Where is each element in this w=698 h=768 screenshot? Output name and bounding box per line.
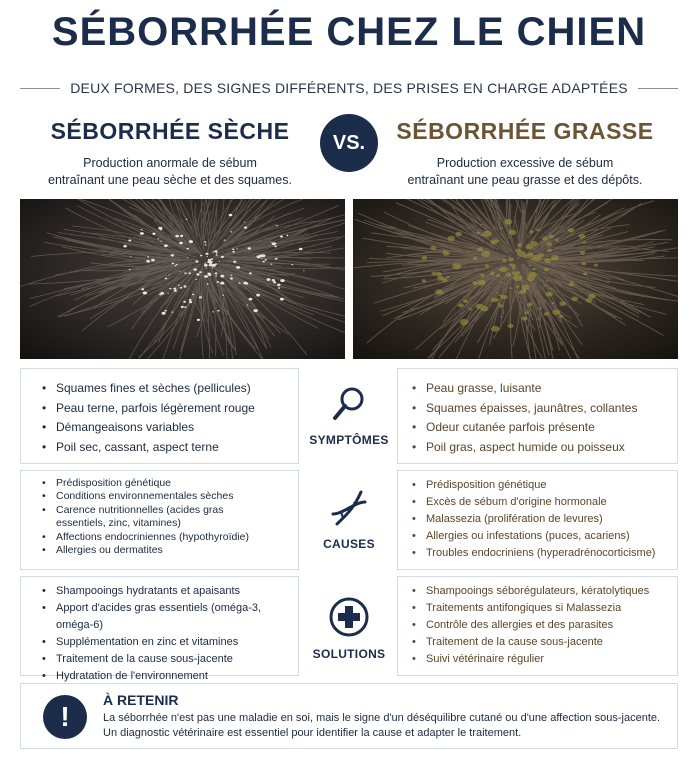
list-item: • Peau grasse, luisante xyxy=(412,379,672,399)
sebum-deposit xyxy=(533,255,542,261)
sebum-deposit xyxy=(504,219,512,225)
oily-seborrhea-title: SÉBORRHÉE GRASSE xyxy=(396,118,654,144)
dandruff-flake xyxy=(187,257,188,258)
sebum-deposit xyxy=(473,281,479,285)
sebum-deposit xyxy=(480,224,482,226)
list-item: • Allergies ou infestations (puces, acariens) xyxy=(412,528,672,545)
dandruff-flake xyxy=(232,249,234,251)
dandruff-flake xyxy=(215,275,217,276)
sebum-deposit xyxy=(480,274,484,277)
dandruff-flake xyxy=(212,251,214,252)
sebum-deposit xyxy=(496,292,498,294)
list-item: • Prédisposition génétique xyxy=(412,477,672,494)
dandruff-flake xyxy=(147,256,149,257)
key-takeaway-title: À RETENIR xyxy=(103,692,179,708)
dandruff-flake xyxy=(273,281,276,283)
dandruff-flake xyxy=(175,235,179,238)
sebum-deposit xyxy=(546,242,552,246)
dandruff-flake xyxy=(180,287,183,289)
dandruff-flake xyxy=(189,301,192,303)
dandruff-flake xyxy=(175,265,177,266)
list-item: • Hydratation de l'environnement xyxy=(42,668,292,685)
dandruff-flake xyxy=(179,242,183,245)
dandruff-flake xyxy=(265,259,267,261)
sebum-deposit xyxy=(583,241,586,243)
dandruff-flake xyxy=(212,311,214,312)
dandruff-flake xyxy=(172,312,174,313)
sebum-deposit xyxy=(551,255,559,261)
dandruff-flake xyxy=(261,258,262,259)
dandruff-flake xyxy=(244,227,247,229)
sebum-deposit xyxy=(430,246,436,250)
sebum-deposit xyxy=(517,257,519,259)
list-item: • Traitement de la cause sous-jacente xyxy=(42,651,292,668)
sebum-deposit xyxy=(490,271,494,274)
sebum-deposit xyxy=(571,297,578,302)
dandruff-flake xyxy=(157,238,159,239)
causes-oily-list xyxy=(412,477,672,562)
sebum-deposit xyxy=(543,285,545,287)
oily-coat-photo xyxy=(353,199,678,359)
dandruff-flake xyxy=(172,263,175,265)
dandruff-flake xyxy=(197,274,199,275)
sebum-deposit xyxy=(491,298,497,302)
list-item: • Squames fines et sèches (pellicules) xyxy=(42,379,292,399)
sebum-deposit xyxy=(559,301,566,306)
solutions-oily-list xyxy=(412,583,672,668)
sebum-deposit xyxy=(579,234,586,239)
list-item: • Traitements antifongiques si Malassezia xyxy=(412,600,672,617)
sebum-deposit xyxy=(508,257,514,261)
dandruff-flake xyxy=(216,252,218,253)
list-item: • Poil sec, cassant, aspect terne xyxy=(42,438,292,458)
dandruff-flake xyxy=(123,245,127,247)
dandruff-flake xyxy=(206,268,207,269)
sebum-deposit xyxy=(481,251,490,257)
dandruff-flake xyxy=(181,306,184,308)
dandruff-flake xyxy=(141,229,143,230)
dandruff-flake xyxy=(286,235,288,236)
dandruff-flake xyxy=(143,292,147,295)
dandruff-flake xyxy=(212,267,213,268)
dandruff-flake xyxy=(164,244,168,247)
list-item: • Traitement de la cause sous-jacente xyxy=(412,634,672,651)
sebum-deposit xyxy=(528,272,536,278)
dandruff-flake xyxy=(217,281,220,283)
sebum-deposit xyxy=(477,232,481,235)
sebum-deposit xyxy=(581,262,586,266)
sebum-deposit xyxy=(436,272,442,276)
dandruff-flake xyxy=(174,290,177,292)
sebum-deposit xyxy=(544,268,549,272)
sebum-deposit xyxy=(544,258,551,263)
dandruff-flake xyxy=(204,275,208,278)
list-item: • Malassezia (prolifération de levures) xyxy=(412,511,672,528)
sebum-deposit xyxy=(502,295,508,299)
dandruff-flake xyxy=(193,268,197,270)
list-item: • Carence nutritionnelles (acides gras essentiels, zinc, vitamines) xyxy=(42,504,272,531)
sebum-deposit xyxy=(480,235,483,237)
dandruff-flake xyxy=(278,287,280,289)
page-title: SÉBORRHÉE CHEZ LE CHIEN xyxy=(51,10,647,54)
sebum-deposit xyxy=(510,264,514,267)
sebum-deposit xyxy=(583,272,587,275)
sebum-deposit xyxy=(594,264,598,267)
dandruff-flake xyxy=(220,275,224,278)
list-item: • Odeur cutanée parfois présente xyxy=(412,418,672,438)
sebum-deposit xyxy=(527,303,532,307)
dandruff-flake xyxy=(200,255,202,257)
dandruff-flake xyxy=(274,246,277,248)
dandruff-flake xyxy=(196,279,198,280)
dandruff-flake xyxy=(280,279,284,282)
list-item: • Troubles endocriniens (hyperadrénocorticisme) xyxy=(412,545,672,562)
dandruff-flake xyxy=(162,312,166,315)
dandruff-flake xyxy=(272,242,276,245)
dandruff-flake xyxy=(256,294,260,297)
dandruff-flake xyxy=(187,248,190,250)
dandruff-flake xyxy=(277,284,280,286)
symptoms-oily-list xyxy=(412,379,672,457)
dandruff-flake xyxy=(217,310,219,312)
list-item: • Excès de sébum d'origine hormonale xyxy=(412,494,672,511)
dandruff-flake xyxy=(249,298,253,301)
sebum-deposit xyxy=(528,265,531,267)
dandruff-flake xyxy=(160,229,162,230)
sebum-deposit xyxy=(498,304,503,307)
dandruff-flake xyxy=(183,301,186,303)
list-item: • Conditions environnementales sèches xyxy=(42,490,292,503)
sebum-deposit xyxy=(446,276,449,278)
dna-icon xyxy=(329,488,369,528)
sebum-deposit xyxy=(523,255,528,258)
dandruff-flake xyxy=(184,285,187,287)
subtitle-row xyxy=(20,78,678,98)
dandruff-flake xyxy=(271,242,272,243)
dandruff-flake xyxy=(229,214,233,217)
sebum-deposit xyxy=(549,235,554,239)
dandruff-flake xyxy=(214,250,217,252)
dandruff-flake xyxy=(280,298,284,301)
dandruff-flake xyxy=(224,240,226,241)
dandruff-flake xyxy=(249,272,252,274)
sebum-deposit xyxy=(525,244,533,249)
sebum-deposit xyxy=(435,289,443,294)
sebum-deposit xyxy=(460,319,469,325)
sebum-deposit xyxy=(443,251,450,256)
dandruff-flake xyxy=(204,241,206,243)
sebum-deposit xyxy=(437,275,443,280)
dandruff-flake xyxy=(276,225,278,226)
sebum-deposit xyxy=(458,303,464,307)
dandruff-flake xyxy=(239,282,241,283)
dandruff-flake xyxy=(207,283,209,284)
dandruff-flake xyxy=(199,271,202,273)
list-item: • Allergies ou dermatites xyxy=(42,544,292,557)
dandruff-flake xyxy=(173,288,176,290)
magnifier-icon xyxy=(329,384,369,424)
dandruff-flake xyxy=(280,236,283,238)
causes-dry-list xyxy=(42,477,292,557)
dandruff-flake xyxy=(208,259,211,261)
causes-label-block xyxy=(306,488,392,551)
dandruff-flake xyxy=(164,310,166,312)
sebum-deposit xyxy=(527,253,534,258)
dandruff-flake xyxy=(236,266,240,269)
sebum-deposit xyxy=(568,228,574,232)
dry-desc-line-1: Production anormale de sébum xyxy=(83,156,257,170)
exclamation-icon: ! xyxy=(43,695,87,739)
sebum-deposit xyxy=(498,303,501,305)
list-item: • Prédisposition génétique xyxy=(42,477,292,490)
sebum-deposit xyxy=(525,311,529,314)
sebum-deposit xyxy=(542,236,548,240)
dry-seborrhea-title: SÉBORRHÉE SÈCHE xyxy=(50,118,290,144)
sebum-deposit xyxy=(515,271,520,274)
dandruff-flake xyxy=(158,227,162,230)
sebum-deposit xyxy=(500,282,502,284)
dandruff-flake xyxy=(219,261,220,262)
list-item: • Shampooings séborégulateurs, kératolytiques xyxy=(412,583,672,600)
oily-seborrhea-header xyxy=(375,118,675,189)
dry-seborrhea-description xyxy=(20,155,320,189)
dandruff-flake xyxy=(267,278,271,281)
sebum-deposit xyxy=(536,229,539,231)
sebum-deposit xyxy=(552,302,555,304)
sebum-deposit xyxy=(521,289,527,293)
dandruff-flake xyxy=(151,259,155,262)
dandruff-flake xyxy=(230,277,233,279)
sebum-deposit xyxy=(510,287,513,289)
dandruff-flake xyxy=(167,293,168,294)
sebum-deposit xyxy=(546,280,549,282)
sebum-deposit xyxy=(422,279,427,282)
list-item: • Suivi vétérinaire régulier xyxy=(412,651,672,668)
dandruff-flake xyxy=(208,273,212,276)
sebum-deposit xyxy=(555,239,559,242)
sebum-deposit xyxy=(496,274,500,277)
dandruff-flake xyxy=(299,248,303,251)
dandruff-flake xyxy=(195,260,198,262)
sebum-deposit xyxy=(514,275,523,281)
dandruff-flake xyxy=(236,248,237,249)
dandruff-flake xyxy=(303,270,304,271)
dandruff-flake xyxy=(205,245,207,246)
sebum-deposit xyxy=(530,231,533,233)
sebum-deposit xyxy=(469,308,472,310)
dandruff-flake xyxy=(189,299,192,301)
dandruff-flake xyxy=(232,251,235,253)
dandruff-flake xyxy=(192,294,194,295)
dry-seborrhea-header xyxy=(20,118,320,189)
dandruff-flake xyxy=(205,263,207,264)
dandruff-flake xyxy=(221,256,224,258)
sebum-deposit xyxy=(422,256,428,260)
dry-desc-line-2: entraînant une peau sèche et des squames. xyxy=(48,173,292,187)
dandruff-flake xyxy=(188,272,191,274)
dandruff-flake xyxy=(220,282,224,285)
sebum-deposit xyxy=(540,307,542,309)
sebum-deposit xyxy=(516,286,519,288)
sebum-deposit xyxy=(544,312,549,316)
sebum-deposit xyxy=(476,304,484,309)
list-item: • Peau terne, parfois légèrement rouge xyxy=(42,399,292,419)
sebum-deposit xyxy=(588,294,595,299)
plus-circle-icon xyxy=(328,596,370,638)
key-takeaway-box xyxy=(20,683,678,749)
dandruff-flake xyxy=(204,264,208,267)
dandruff-flake xyxy=(253,309,257,312)
sebum-deposit xyxy=(483,231,492,237)
sebum-deposit xyxy=(500,228,502,230)
list-item: • Poil gras, aspect humide ou poisseux xyxy=(412,438,672,458)
dandruff-flake xyxy=(169,275,170,276)
vs-badge: VS. xyxy=(320,114,378,172)
divider-left xyxy=(20,88,60,89)
symptoms-label-block xyxy=(306,384,392,447)
dandruff-flake xyxy=(247,305,248,306)
dandruff-flake xyxy=(275,258,278,260)
dandruff-flake xyxy=(186,219,188,220)
dandruff-flake xyxy=(207,256,208,257)
sebum-deposit xyxy=(463,299,468,303)
solutions-label: SOLUTIONS xyxy=(312,647,386,661)
sebum-deposit xyxy=(473,257,477,260)
sebum-deposit xyxy=(477,280,485,286)
dandruff-flake xyxy=(128,240,131,242)
dandruff-flake xyxy=(169,288,171,289)
dandruff-flake xyxy=(179,271,180,272)
list-item: • Contrôle des allergies et des parasites xyxy=(412,617,672,634)
oily-desc-line-1: Production excessive de sébum xyxy=(436,156,614,170)
sebum-deposit xyxy=(452,263,461,269)
oily-seborrhea-description xyxy=(375,155,675,189)
solutions-label-block xyxy=(306,596,392,661)
sebum-deposit xyxy=(485,265,489,268)
sebum-deposit xyxy=(501,316,503,318)
dandruff-flake xyxy=(141,288,144,290)
sebum-deposit xyxy=(532,268,535,270)
symptoms-dry-list xyxy=(42,379,292,457)
sebum-deposit xyxy=(521,316,527,320)
list-item: • Squames épaisses, jaunâtres, collantes xyxy=(412,399,672,419)
dandruff-flake xyxy=(165,278,167,280)
dandruff-flake xyxy=(140,232,144,235)
dandruff-flake xyxy=(197,319,200,321)
symptoms-label: SYMPTÔMES xyxy=(309,433,389,447)
oily-desc-line-2: entraînant une peau grasse et des dépôts. xyxy=(407,173,643,187)
dandruff-flake xyxy=(233,261,236,263)
sebum-deposit xyxy=(547,249,552,253)
dandruff-flake xyxy=(272,279,275,281)
dandruff-flake xyxy=(199,296,202,298)
dandruff-flake xyxy=(130,256,131,257)
dandruff-flake xyxy=(211,264,215,267)
causes-label: CAUSES xyxy=(323,537,375,551)
sebum-deposit xyxy=(546,292,553,297)
dandruff-flake xyxy=(160,292,164,295)
dandruff-flake xyxy=(184,306,186,308)
dandruff-flake xyxy=(178,285,180,286)
dandruff-flake xyxy=(216,254,218,256)
dandruff-flake xyxy=(152,233,155,235)
dandruff-flake xyxy=(262,261,264,263)
sebum-deposit xyxy=(447,236,455,241)
dandruff-flake xyxy=(215,272,218,274)
sebum-deposit xyxy=(499,268,504,272)
dandruff-flake xyxy=(271,264,273,265)
dandruff-flake xyxy=(231,231,233,232)
dandruff-flake xyxy=(189,240,193,243)
sebum-deposit xyxy=(491,326,499,332)
dandruff-flake xyxy=(262,254,266,257)
dandruff-flake xyxy=(171,254,175,256)
dandruff-flake xyxy=(146,260,150,263)
dandruff-flake xyxy=(209,264,212,266)
dandruff-flake xyxy=(245,283,248,285)
sebum-deposit xyxy=(512,266,516,269)
list-item: • Shampooings hydratants et apaisants xyxy=(42,583,292,600)
divider-right xyxy=(638,88,678,89)
list-item: • Démangeaisons variables xyxy=(42,418,292,438)
dandruff-flake xyxy=(248,247,252,249)
list-item: • Apport d'acides gras essentiels (oméga-3, oméga-6) xyxy=(42,600,292,634)
key-takeaway-line-2: Un diagnostic vétérinaire est essentiel pour identifier la cause et adapter le traitement. xyxy=(103,727,522,739)
dandruff-flake xyxy=(231,275,233,276)
dandruff-flake xyxy=(184,272,186,274)
dandruff-flake xyxy=(211,258,214,260)
sebum-deposit xyxy=(502,259,507,262)
sebum-deposit xyxy=(509,230,517,235)
sebum-deposit xyxy=(517,244,522,247)
sebum-deposit xyxy=(569,283,575,287)
sebum-deposit xyxy=(522,285,530,290)
sebum-deposit xyxy=(496,240,500,242)
dandruff-flake xyxy=(160,241,161,242)
dandruff-flake xyxy=(222,295,224,296)
list-item: • Affections endocriniennes (hypothyroïdie) xyxy=(42,531,292,544)
dandruff-flake xyxy=(180,235,183,237)
sebum-deposit xyxy=(499,294,502,296)
sebum-deposit xyxy=(580,251,585,255)
sebum-deposit xyxy=(508,324,514,328)
page-subtitle: DEUX FORMES, DES SIGNES DIFFÉRENTS, DES PRISES EN CHARGE ADAPTÉES xyxy=(70,80,628,96)
sebum-deposit xyxy=(550,288,552,290)
sebum-deposit xyxy=(559,315,563,318)
dandruff-flake xyxy=(129,269,131,270)
sebum-deposit xyxy=(505,273,511,277)
solutions-dry-list xyxy=(42,583,292,685)
dry-coat-photo xyxy=(20,199,345,359)
list-item: • Supplémentation en zinc et vitamines xyxy=(42,634,292,651)
dandruff-flake xyxy=(176,264,178,265)
sebum-deposit xyxy=(552,310,560,316)
dandruff-flake xyxy=(244,222,245,223)
dandruff-flake xyxy=(205,253,208,255)
key-takeaway-text xyxy=(103,711,663,741)
sebum-deposit xyxy=(477,247,483,251)
dandruff-flake xyxy=(205,244,206,245)
sebum-deposit xyxy=(456,232,462,236)
dandruff-flake xyxy=(291,264,293,265)
key-takeaway-line-1: La séborrhée n'est pas une maladie en soi, mais le signe d'un déséquilibre cutané ou d'une affection sous-jacente. xyxy=(103,712,661,724)
